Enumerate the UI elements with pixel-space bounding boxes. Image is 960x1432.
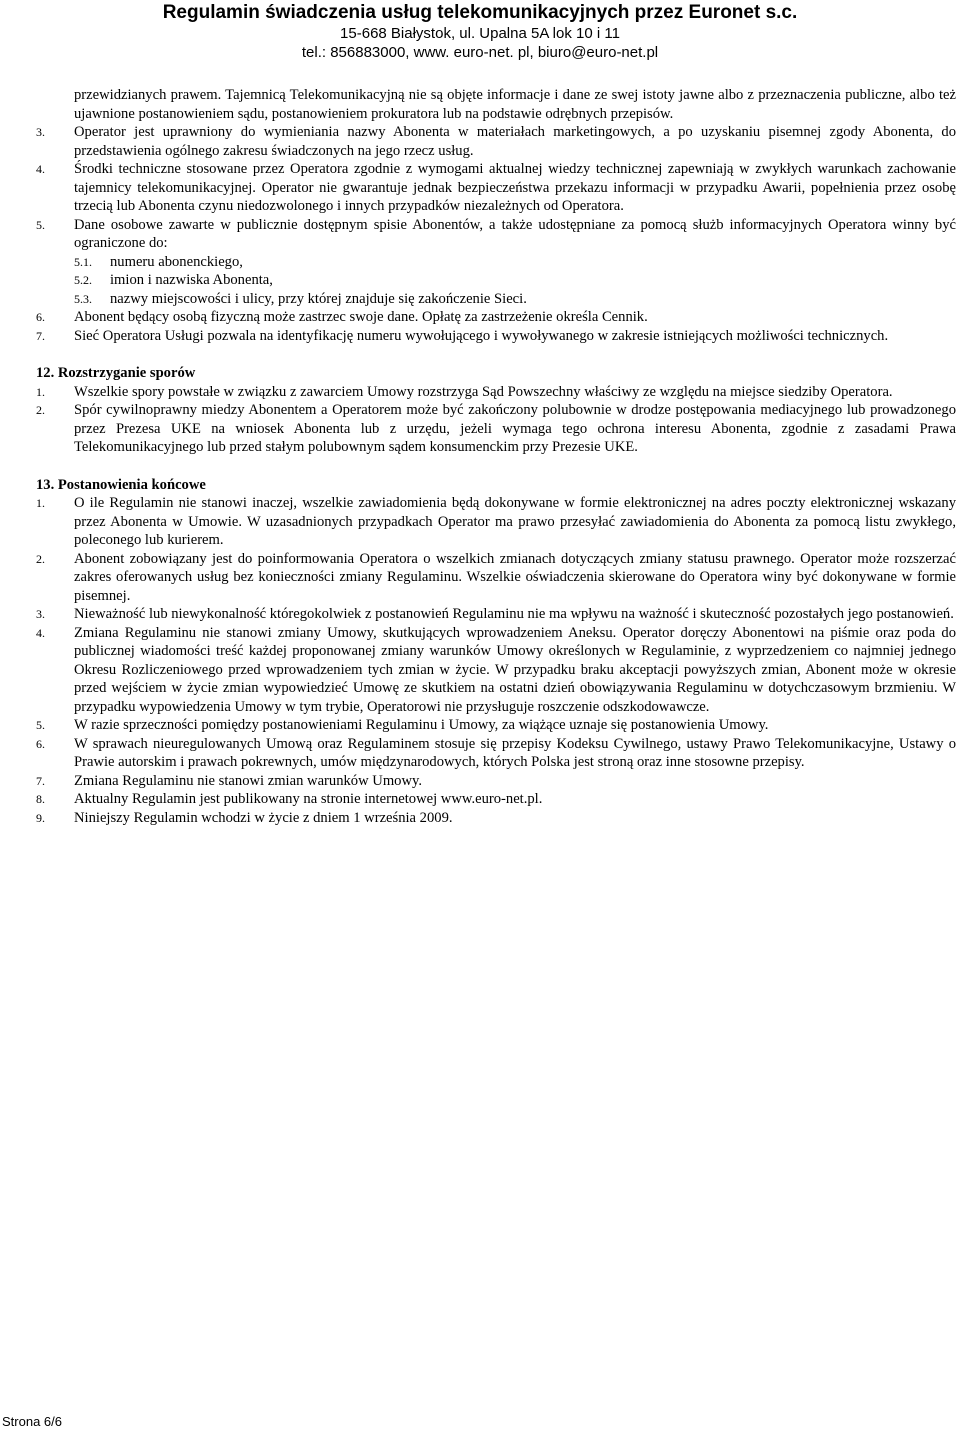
item-number: 5. [36, 718, 45, 732]
document-body [0, 86, 960, 827]
list-item [36, 383, 956, 402]
item-number: 6. [36, 736, 45, 751]
item-text: Niniejszy Regulamin wchodzi w życie z dniem 1 września 2009. [74, 809, 453, 826]
item-text: Dane osobowe zawarte w publicznie dostępnym spisie Abonentów, a także udostępniane za pomocą służb informacyjnych Operatora winny być ograniczone do: [74, 216, 956, 251]
subitem-text: nazwy miejscowości i ulicy, przy której znajduje się zakończenie Sieci. [110, 290, 527, 307]
item-text: Zmiana Regulaminu nie stanowi zmian warunków Umowy. [74, 772, 423, 789]
subitem-text: numeru abonenckiego, [110, 253, 243, 270]
document-header [0, 0, 960, 62]
subitem-number: 5.2. [74, 273, 92, 287]
item-text: Aktualny Regulamin jest publikowany na stronie internetowej www.euro-net.pl. [74, 791, 543, 807]
sublist-item [74, 271, 956, 290]
list-item [36, 216, 956, 309]
document-title: Regulamin świadczenia usług telekomunikacyjnych przez Euronet s.c. [162, 2, 798, 23]
sublist [74, 253, 956, 309]
item-text: W razie sprzeczności pomiędzy postanowieniami Regulaminu i Umowy, za wiążące uznaje się postanowienia Umowy. [74, 717, 769, 733]
item-text: Spór cywilnoprawny miedzy Abonentem a Operatorem może być zakończony polubownie w drodze postępowania mediacyjnego lub prowadzonego przez Prezesa UKE na wniosek Abonenta lub z urzędu, jeżeli wymaga tego ochrona interesu Abonenta, zgodnie z zasadami Prawa Telekomunikacyjnego lub przed stałym polubownym sądem konsumenckim przy Prezesie UKE. [74, 402, 956, 455]
section-13-title: 13. Postanowienia końcowe [36, 476, 206, 493]
intro-paragraph: przewidzianych prawem. Tajemnicą Telekomunikacyjną nie są objęte informacje i dane ze swej istoty jawne albo z przeznaczenia publiczne, albo też ujawnione postanowieniem sądu, postanowieniem prokuratora lub na podstawie odrębnych przepisów. [74, 87, 956, 122]
list-item [36, 308, 956, 327]
item-number: 3. [36, 125, 45, 139]
item-number: 9. [36, 810, 45, 825]
list-item [36, 160, 956, 216]
item-number: 8. [36, 792, 45, 806]
list-item [36, 624, 956, 717]
subitem-text: imion i nazwiska Abonenta, [110, 272, 273, 288]
item-number: 1. [36, 496, 45, 510]
item-text: Zmiana Regulaminu nie stanowi zmiany Umowy, skutkujących wprowadzeniem Aneksu. Operator doręczy Abonentowi na piśmie oraz poda do publicznej wiadomości treść każdej proponowanej zmiany warunków Umowy określonych w Regulaminie, z wyprzedzeniem co najmniej jednego Okresu Rozliczeniowego przed wprowadzeniem tych zmian w życie. W przypadku braku akceptacji powyższych zmian, Abonent może w okresie przed wejściem w życie zmian wypowiedzieć Umowę ze skutkiem na ostatni dzień obowiązywania Regulaminu w dotychczasowym brzmieniu. W przypadku wypowiedzenia Umowy w tym trybie, Operatorowi nie przysługuje roszczenie odszkodowawcze. [74, 624, 956, 715]
sublist-item [74, 290, 956, 309]
item-number: 4. [36, 625, 45, 640]
section-12-list [0, 383, 960, 457]
list-item [36, 550, 956, 606]
item-number: 2. [36, 403, 45, 417]
item-number: 1. [36, 384, 45, 399]
item-text: Środki techniczne stosowane przez Operatora zgodnie z wymogami aktualnej wiedzy technicznej zapewniają w zwykłych warunkach zachowanie tajemnicy telekomunikacyjnej. Operator nie gwarantuje jednak bezpieczeństwa przekazu informacji w przypadku Awarii, popełnienia przez osobę trzecią lub Abonenta czynu niedozwolonego i innych przypadków niezależnych od Operatora. [74, 161, 956, 214]
item-number: 2. [36, 551, 45, 566]
item-text: Sieć Operatora Usługi pozwala na identyfikację numeru wywołującego i wywoływanego w zakresie istniejących możliwości technicznych. [74, 327, 889, 344]
item-number: 5. [36, 217, 45, 232]
privacy-list [0, 123, 960, 345]
item-text: Operator jest uprawniony do wymieniania nazwy Abonenta w materiałach marketingowych, a po uzyskaniu pisemnej zgody Abonenta, do przedstawienia ogólnego zakresu świadczonych na jego rzecz usług. [74, 124, 956, 159]
list-item [36, 716, 956, 735]
item-number: 7. [36, 328, 45, 343]
list-item [36, 809, 956, 828]
list-item [36, 735, 956, 772]
item-text: O ile Regulamin nie stanowi inaczej, wszelkie zawiadomienia będą dokonywane w formie elektronicznej na adres poczty elektronicznej wskazany przez Abonenta w Umowie. W uzasadnionych przypadkach Operator ma prawo przesyłać zawiadomienia do Abonenta za pomocą listu zwykłego, poleconego lub kurierem. [74, 495, 956, 548]
item-text: Wszelkie spory powstałe w związku z zawarciem Umowy rozstrzyga Sąd Powszechny właściwy ze względu na miejsce siedziby Operatora. [74, 383, 893, 400]
page-number: Strona 6/6 [2, 1414, 62, 1429]
company-contact: tel.: 856883000, www. euro-net. pl, biuro@euro-net.pl [301, 44, 659, 61]
item-text: Abonent zobowiązany jest do poinformowania Operatora o wszelkich zmianach dotyczących zmiany statusu prawnego. Operator może rozszerzać zakres oferowanych usług bez konieczności zmiany Regulaminu. Wszelkie oświadczenia skierowane do Operatora winy być dokonywane w formie pisemnej. [74, 550, 956, 604]
list-item [36, 772, 956, 791]
section-13-list [0, 494, 960, 827]
item-text: W sprawach nieuregulowanych Umową oraz Regulaminem stosuje się przepisy Kodeksu Cywilnego, ustawy Prawo Telekomunikacyjne, Ustawy o Prawie autorskim i prawach pokrewnych, umów międzynarodowych, których Polska jest stroną oraz inne stosowne przepisy. [74, 735, 956, 770]
list-item [36, 790, 956, 809]
subitem-number: 5.1. [74, 254, 92, 269]
item-number: 3. [36, 607, 45, 621]
sublist-item [74, 253, 956, 272]
item-text: Nieważność lub niewykonalność któregokolwiek z postanowień Regulaminu nie ma wpływu na ważność i skuteczność pozostałych jego postanowień. [74, 606, 954, 622]
item-number: 4. [36, 162, 45, 176]
item-number: 6. [36, 310, 45, 324]
list-item [36, 123, 956, 160]
item-number: 7. [36, 773, 45, 788]
company-address: 15-668 Białystok, ul. Upalna 5A lok 10 i 11 [340, 25, 620, 42]
list-item [36, 605, 956, 624]
item-text: Abonent będący osobą fizyczną może zastrzec swoje dane. Opłatę za zastrzeżenie określa Cennik. [74, 309, 648, 325]
list-item [36, 327, 956, 346]
subitem-number: 5.3. [74, 291, 92, 306]
list-item [36, 401, 956, 457]
list-item [36, 494, 956, 550]
section-12-title: 12. Rozstrzyganie sporów [36, 365, 196, 381]
